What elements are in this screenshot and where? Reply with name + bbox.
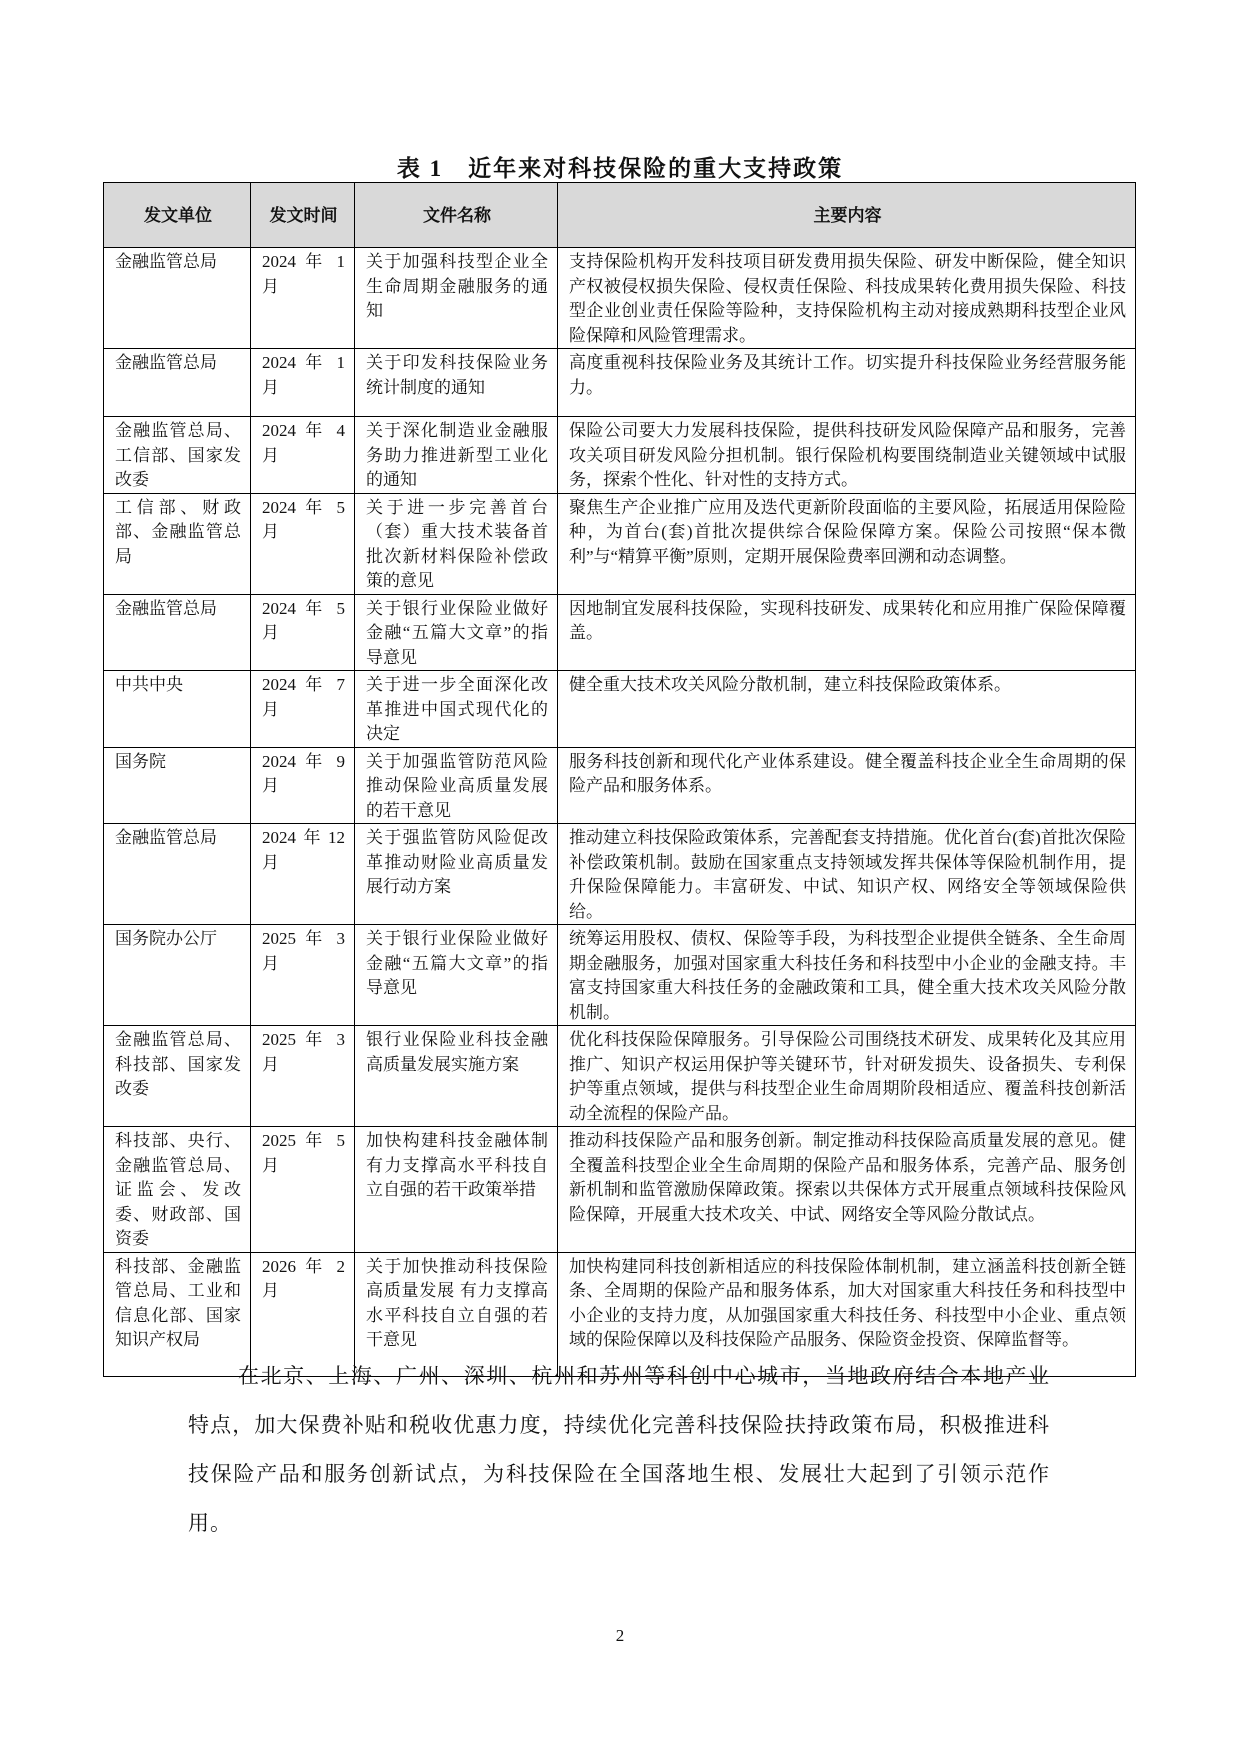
main-content-cell: 服务科技创新和现代化产业体系建设。健全覆盖科技企业全生命周期的保险产品和服务体系。: [558, 747, 1136, 824]
issue-date-cell: 2025 年 3 月: [251, 925, 355, 1026]
main-content-cell: 优化科技保险保障服务。引导保险公司围绕技术研发、成果转化及其应用推广、知识产权运用保护等关键环节，针对研发损失、设备损失、专利保护等重点领域，提供与科技型企业生命周期阶段相适应、覆盖科技创新活动全流程的保险产品。: [558, 1026, 1136, 1127]
issue-date-cell: 2024 年 7 月: [251, 671, 355, 748]
table-row: [104, 925, 1136, 1026]
document-name-cell: 加快构建科技金融体制 有力支撑高水平科技自立自强的若干政策举措: [355, 1127, 558, 1253]
table-row: [104, 417, 1136, 494]
header-main-content: 主要内容: [558, 183, 1136, 248]
table-row: [104, 671, 1136, 748]
document-name-cell: 银行业保险业科技金融高质量发展实施方案: [355, 1026, 558, 1127]
issuing-unit-cell: 工信部、财政部、金融监管总局: [104, 493, 251, 594]
main-content-cell: 高度重视科技保险业务及其统计工作。切实提升科技保险业务经营服务能力。: [558, 349, 1136, 417]
document-name-cell: 关于加强监管防范风险推动保险业高质量发展的若干意见: [355, 747, 558, 824]
table-row: [104, 747, 1136, 824]
table-row: [104, 1127, 1136, 1253]
main-content-cell: 统筹运用股权、债权、保险等手段，为科技型企业提供全链条、全生命周期金融服务，加强对国家重大科技任务和科技型中小企业的金融支持。丰富支持国家重大科技任务的金融政策和工具，健全重大技术攻关风险分散机制。: [558, 925, 1136, 1026]
issuing-unit-cell: 金融监管总局、工信部、国家发改委: [104, 417, 251, 494]
document-name-cell: 关于银行业保险业做好金融“五篇大文章”的指导意见: [355, 925, 558, 1026]
issuing-unit-cell: 金融监管总局: [104, 824, 251, 925]
document-name-cell: 关于进一步全面深化改革推进中国式现代化的决定: [355, 671, 558, 748]
issue-date-cell: 2025 年 5 月: [251, 1127, 355, 1253]
table-row: [104, 248, 1136, 349]
main-content-cell: 支持保险机构开发科技项目研发费用损失保险、研发中断保险，健全知识产权被侵权损失保险、侵权责任保险、科技成果转化费用损失保险、科技型企业创业责任保险等险种，支持保险机构主动对接成熟期科技型企业风险保障和风险管理需求。: [558, 248, 1136, 349]
table-row: [104, 493, 1136, 594]
main-content-cell: 保险公司要大力发展科技保险，提供科技研发风险保障产品和服务，完善攻关项目研发风险分担机制。银行保险机构要围绕制造业关键领域中试服务，探索个性化、针对性的支持方式。: [558, 417, 1136, 494]
issuing-unit-cell: 科技部、央行、金融监管总局、证监会、发改委、财政部、国资委: [104, 1127, 251, 1253]
issuing-unit-cell: 科技部、金融监管总局、工业和信息化部、国家知识产权局: [104, 1252, 251, 1376]
issue-date-cell: 2024 年 4 月: [251, 417, 355, 494]
table-title: 表 1 近年来对科技保险的重大支持政策: [396, 156, 844, 181]
document-name-cell: 关于进一步完善首台（套）重大技术装备首批次新材料保险补偿政策的意见: [355, 493, 558, 594]
document-name-cell: 关于加强科技型企业全生命周期金融服务的通知: [355, 248, 558, 349]
issuing-unit-cell: 国务院: [104, 747, 251, 824]
document-name-cell: 关于印发科技保险业务统计制度的通知: [355, 349, 558, 417]
table-row: [104, 349, 1136, 417]
document-name-cell: 关于强监管防风险促改革推动财险业高质量发展行动方案: [355, 824, 558, 925]
issue-date-cell: 2024 年 5 月: [251, 493, 355, 594]
issue-date-cell: 2024 年 1 月: [251, 248, 355, 349]
issuing-unit-cell: 金融监管总局: [104, 349, 251, 417]
issue-date-cell: 2025 年 3 月: [251, 1026, 355, 1127]
issuing-unit-cell: 国务院办公厅: [104, 925, 251, 1026]
header-issue-date: 发文时间: [251, 183, 355, 248]
issue-date-cell: 2024 年 9 月: [251, 747, 355, 824]
main-content-cell: 加快构建同科技创新相适应的科技保险体制机制，建立涵盖科技创新全链条、全周期的保险产品和服务体系，加大对国家重大科技任务和科技型中小企业的支持力度，从加强国家重大科技任务、科技型中小企业、重点领域的保险保障以及科技保险产品服务、保险资金投资、保障监督等。: [558, 1252, 1136, 1376]
page-number: 2: [615, 1626, 625, 1645]
issue-date-cell: 2024年12月: [251, 824, 355, 925]
issue-date-cell: 2024 年 1 月: [251, 349, 355, 417]
table-row: [104, 1026, 1136, 1127]
issuing-unit-cell: 金融监管总局、科技部、国家发改委: [104, 1026, 251, 1127]
policy-table: [103, 182, 1136, 1377]
main-content-cell: 推动科技保险产品和服务创新。制定推动科技保险高质量发展的意见。健全覆盖科技型企业全生命周期的保险产品和服务体系，完善产品、服务创新机制和监管激励保障政策。探索以共保体方式开展重点领域科技保险风险保障，开展重大技术攻关、中试、网络安全等风险分散试点。: [558, 1127, 1136, 1253]
paragraph-text: 在北京、上海、广州、深圳、杭州和苏州等科创中心城市，当地政府结合本地产业特点，加大保费补贴和税收优惠力度，持续优化完善科技保险扶持政策布局，积极推进科技保险产品和服务创新试点，为科技保险在全国落地生根、发展壮大起到了引领示范作用。: [188, 1364, 1050, 1535]
main-content-cell: 健全重大技术攻关风险分散机制，建立科技保险政策体系。: [558, 671, 1136, 748]
table-row: [104, 824, 1136, 925]
issuing-unit-cell: 金融监管总局: [104, 594, 251, 671]
main-content-cell: 因地制宜发展科技保险，实现科技研发、成果转化和应用推广保险保障覆盖。: [558, 594, 1136, 671]
main-content-cell: 聚焦生产企业推广应用及迭代更新阶段面临的主要风险，拓展适用保险险种，为首台(套)首批次提供综合保险保障方案。保险公司按照“保本微利”与“精算平衡”原则，定期开展保险费率回溯和动态调整。: [558, 493, 1136, 594]
document-name-cell: 关于银行业保险业做好金融“五篇大文章”的指导意见: [355, 594, 558, 671]
main-content-cell: 推动建立科技保险政策体系，完善配套支持措施。优化首台(套)首批次保险补偿政策机制。鼓励在国家重点支持领域发挥共保体等保险机制作用，提升保险保障能力。丰富研发、中试、知识产权、网络安全等领域保险供给。: [558, 824, 1136, 925]
header-issuing-unit: 发文单位: [104, 183, 251, 248]
issue-date-cell: 2026 年 2 月: [251, 1252, 355, 1376]
body-paragraph: [188, 1352, 1050, 1548]
table-row: [104, 594, 1136, 671]
issue-date-cell: 2024 年 5 月: [251, 594, 355, 671]
issuing-unit-cell: 中共中央: [104, 671, 251, 748]
document-name-cell: 关于加快推动科技保险高质量发展 有力支撑高水平科技自立自强的若干意见: [355, 1252, 558, 1376]
document-name-cell: 关于深化制造业金融服务助力推进新型工业化的通知: [355, 417, 558, 494]
issuing-unit-cell: 金融监管总局: [104, 248, 251, 349]
table-header-row: [104, 183, 1136, 248]
header-document-name: 文件名称: [355, 183, 558, 248]
